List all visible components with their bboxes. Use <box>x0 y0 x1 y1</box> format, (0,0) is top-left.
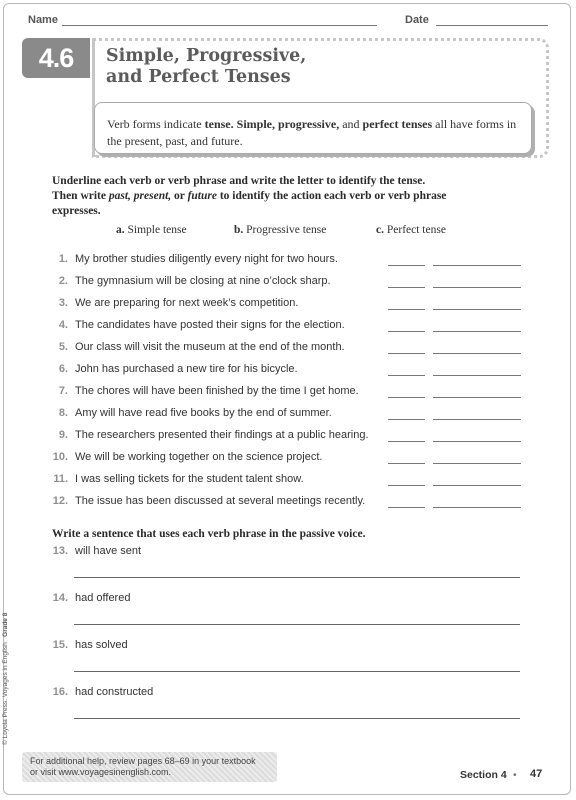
time-answer-blank[interactable] <box>433 419 521 420</box>
legend-perfect <box>376 224 446 236</box>
item-number: 9. <box>58 429 68 441</box>
part2-instructions: Write a sentence that uses each verb phrase in the passive voice. <box>52 528 366 540</box>
help-link[interactable]: or visit www.voyagesinenglish.com. <box>30 767 172 777</box>
time-answer-blank[interactable] <box>433 463 521 464</box>
item-sentence[interactable]: The chores will have been finished by the time I get home. <box>75 385 359 397</box>
item-sentence[interactable]: The researchers presented their findings at a public hearing. <box>75 429 369 441</box>
item-number: 16. <box>52 686 68 698</box>
tense-letter-blank[interactable] <box>388 463 425 464</box>
lesson-title <box>106 46 406 88</box>
tense-letter-blank[interactable] <box>388 419 425 420</box>
item-sentence[interactable]: We are preparing for next week’s competition. <box>75 297 299 309</box>
instr-text: Then write <box>52 190 109 202</box>
legend-label: Perfect tense <box>386 224 446 236</box>
verb-phrase: will have sent <box>75 545 142 557</box>
tense-letter-blank[interactable] <box>388 331 425 332</box>
intro-text: and <box>339 117 363 131</box>
instr-text: or <box>171 190 188 202</box>
item-sentence[interactable]: John has purchased a new tire for his bicycle. <box>75 363 298 375</box>
item-sentence[interactable]: The gymnasium will be closing at nine o’clock sharp. <box>75 275 331 287</box>
name-field[interactable] <box>62 25 377 26</box>
passive-voice-item <box>40 545 340 559</box>
writing-line[interactable] <box>74 718 520 719</box>
tense-letter-blank[interactable] <box>388 309 425 310</box>
time-answer-blank[interactable] <box>433 265 521 266</box>
intro-term-tense: tense. <box>204 117 234 131</box>
item-sentence[interactable]: The candidates have posted their signs for the election. <box>75 319 345 331</box>
item-number: 10. <box>52 451 68 463</box>
grade-label: Grade 8 <box>2 612 9 637</box>
title-line-1: Simple, Progressive, <box>106 46 307 66</box>
page-number: 47 <box>530 768 543 780</box>
time-answer-blank[interactable] <box>433 485 521 486</box>
verb-phrase: has solved <box>75 639 128 651</box>
help-text <box>30 756 256 778</box>
intro-text: Verb forms indicate <box>107 117 205 131</box>
item-number: 15. <box>52 639 68 651</box>
time-answer-blank[interactable] <box>433 507 521 508</box>
time-answer-blank[interactable] <box>433 309 521 310</box>
date-label: Date <box>405 14 429 26</box>
verb-phrase: had constructed <box>75 686 154 698</box>
time-answer-blank[interactable] <box>433 397 521 398</box>
date-field[interactable] <box>436 25 548 26</box>
writing-line[interactable] <box>74 671 520 672</box>
legend-letter: a. <box>116 224 125 236</box>
instr-text: to identify the action each verb or verb phrase <box>216 190 447 202</box>
legend-letter: b. <box>234 224 244 236</box>
credit-text: © Loyola Press. Voyages in English <box>2 642 9 745</box>
instr-line: expresses. <box>52 205 101 217</box>
passive-voice-item <box>40 686 340 700</box>
writing-line[interactable] <box>74 577 520 578</box>
item-number: 7. <box>58 385 68 397</box>
item-number: 3. <box>58 297 68 309</box>
item-sentence[interactable]: Our class will visit the museum at the end of the month. <box>75 341 345 353</box>
instr-italic: past, present, <box>108 190 172 202</box>
item-sentence[interactable]: My brother studies diligently every night for two hours. <box>75 253 338 265</box>
section-label: Section 4 <box>460 769 507 781</box>
intro-text: all have forms in the present, past, and future. <box>107 117 517 148</box>
legend-letter: c. <box>376 224 384 236</box>
tense-letter-blank[interactable] <box>388 287 425 288</box>
item-number: 11. <box>53 473 68 485</box>
item-number: 1. <box>58 253 68 265</box>
legend-progressive <box>234 224 326 236</box>
copyright-credit <box>2 595 12 745</box>
item-number: 12. <box>52 495 68 507</box>
intro-term-perfect: perfect tenses <box>362 117 433 131</box>
tense-letter-blank[interactable] <box>388 485 425 486</box>
item-number: 14. <box>52 592 68 604</box>
passive-voice-item <box>40 592 340 606</box>
tense-letter-blank[interactable] <box>388 265 425 266</box>
time-answer-blank[interactable] <box>433 375 521 376</box>
item-number: 6. <box>58 363 68 375</box>
time-answer-blank[interactable] <box>433 441 521 442</box>
tense-letter-blank[interactable] <box>388 441 425 442</box>
item-number: 2. <box>58 275 68 287</box>
item-sentence[interactable]: I was selling tickets for the student talent show. <box>75 473 304 485</box>
intro-term-progressive: progressive, <box>277 117 340 131</box>
lesson-number: 4.6 <box>22 38 90 78</box>
name-label: Name <box>28 14 58 26</box>
part1-instructions <box>52 174 532 219</box>
title-line-2: and Perfect Tenses <box>106 67 291 87</box>
time-answer-blank[interactable] <box>433 287 521 288</box>
passive-voice-item <box>40 639 340 653</box>
time-answer-blank[interactable] <box>433 331 521 332</box>
tense-letter-blank[interactable] <box>388 507 425 508</box>
bullet: • <box>513 769 517 781</box>
tense-letter-blank[interactable] <box>388 397 425 398</box>
item-number: 5. <box>58 341 68 353</box>
instr-line: Underline each verb or verb phrase and write the letter to identify the tense. <box>52 175 426 187</box>
tense-letter-blank[interactable] <box>388 375 425 376</box>
item-sentence[interactable]: Amy will have read five books by the end of summer. <box>75 407 332 419</box>
intro-box <box>94 102 532 154</box>
legend-label: Progressive tense <box>246 224 327 236</box>
instr-line <box>52 189 532 204</box>
time-answer-blank[interactable] <box>433 353 521 354</box>
item-number: 4. <box>58 319 68 331</box>
help-line: For additional help, review pages 68–69 in your textbook <box>30 756 256 766</box>
verb-phrase: had offered <box>75 592 131 604</box>
instr-italic: future <box>187 190 217 202</box>
legend-simple <box>116 224 187 236</box>
writing-line[interactable] <box>74 624 520 625</box>
item-number: 8. <box>58 407 68 419</box>
legend-label: Simple tense <box>127 224 187 236</box>
item-number: 13. <box>52 545 68 557</box>
intro-term-simple: Simple, <box>236 117 275 131</box>
item-sentence[interactable]: The issue has been discussed at several meetings recently. <box>75 495 366 507</box>
item-sentence[interactable]: We will be working together on the science project. <box>75 451 323 463</box>
tense-letter-blank[interactable] <box>388 353 425 354</box>
